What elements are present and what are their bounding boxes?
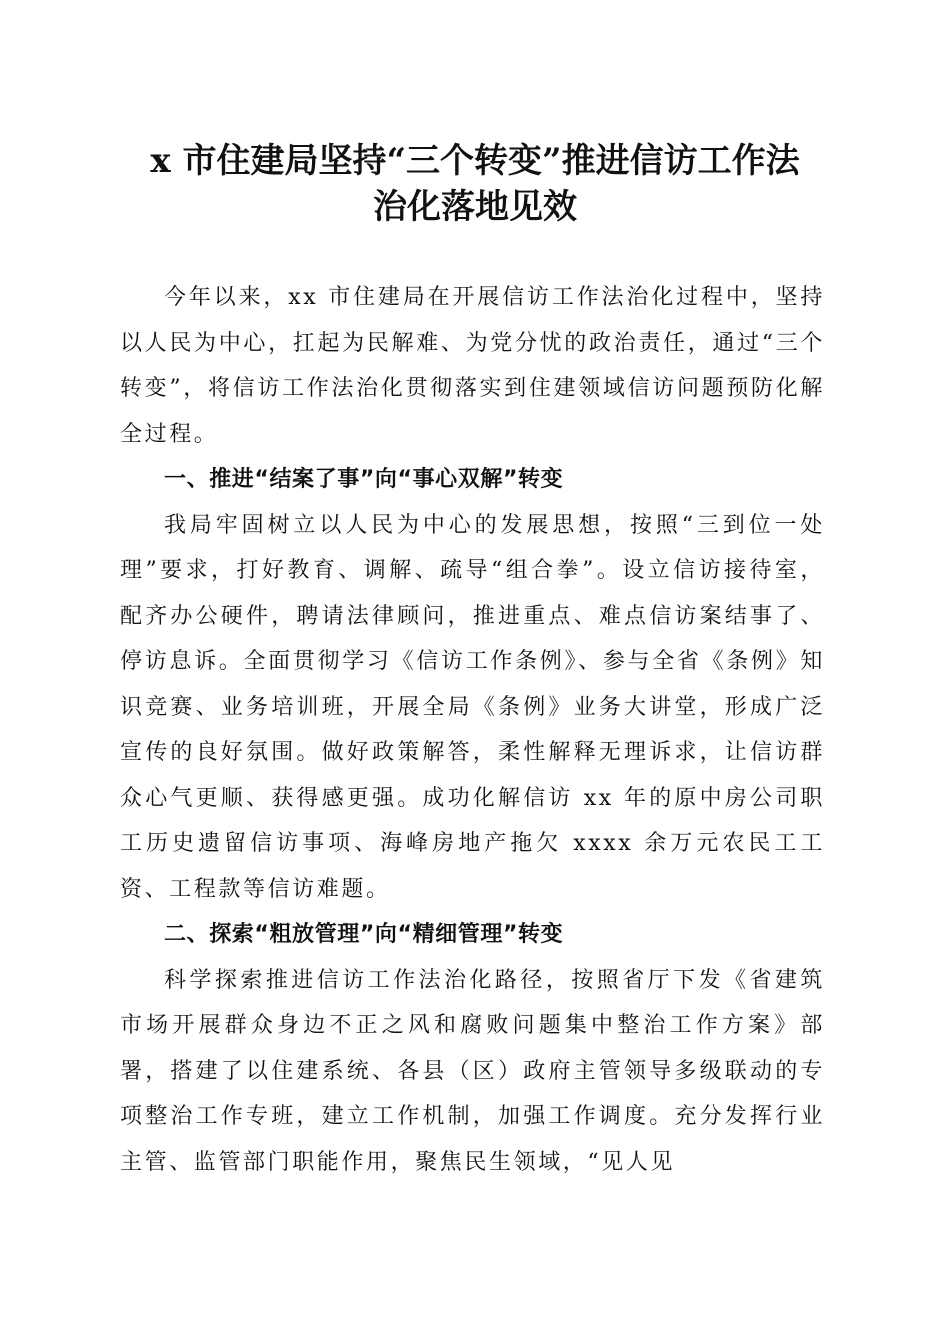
section-1-paragraph: 我局牢固树立以人民为中心的发展思想，按照“三到位一处理”要求，打好教育、调解、疏导“组合拳”。设立信访接待室，配齐办公硬件，聘请法律顾问，推进重点、难点信访案结事了、停访息诉。全面贯彻学习《信访工作条例》、参与全省《条例》知识竞赛、业务培训班，开展全局《条例》业务大讲堂，形成广泛宣传的良好氛围。做好政策解答，柔性解释无理诉求，让信访群众心气更顺、获得感更强。成功化解信访 xx 年的原中房公司职工历史遗留信访事项、海峰房地产拖欠 xxxx 余万元农民工工资、工程款等信访难题。 xyxy=(120,512,825,902)
title-line-2: 治化落地见效 xyxy=(373,187,577,227)
document-body xyxy=(120,275,825,1185)
section-heading-2: 二、探索“粗放管理”向“精细管理”转变 xyxy=(164,922,564,947)
section-heading-1: 一、推进“结案了事”向“事心双解”转变 xyxy=(164,467,564,492)
title-line-1: x 市住建局坚持“三个转变”推进信访工作法 xyxy=(150,141,800,181)
section-2-paragraph: 科学探索推进信访工作法治化路径，按照省厅下发《省建筑市场开展群众身边不正之风和腐败问题集中整治工作方案》部署，搭建了以住建系统、各县（区）政府主管领导多级联动的专项整治工作专班，建立工作机制，加强工作调度。充分发挥行业主管、监管部门职能作用，聚焦民生领域，“见人见 xyxy=(120,967,825,1175)
document-title xyxy=(110,138,840,230)
intro-paragraph: 今年以来，xx 市住建局在开展信访工作法治化过程中，坚持以人民为中心，扛起为民解难、为党分忧的政治责任，通过“三个转变”，将信访工作法治化贯彻落实到住建领域信访问题预防化解全过程。 xyxy=(120,285,825,447)
